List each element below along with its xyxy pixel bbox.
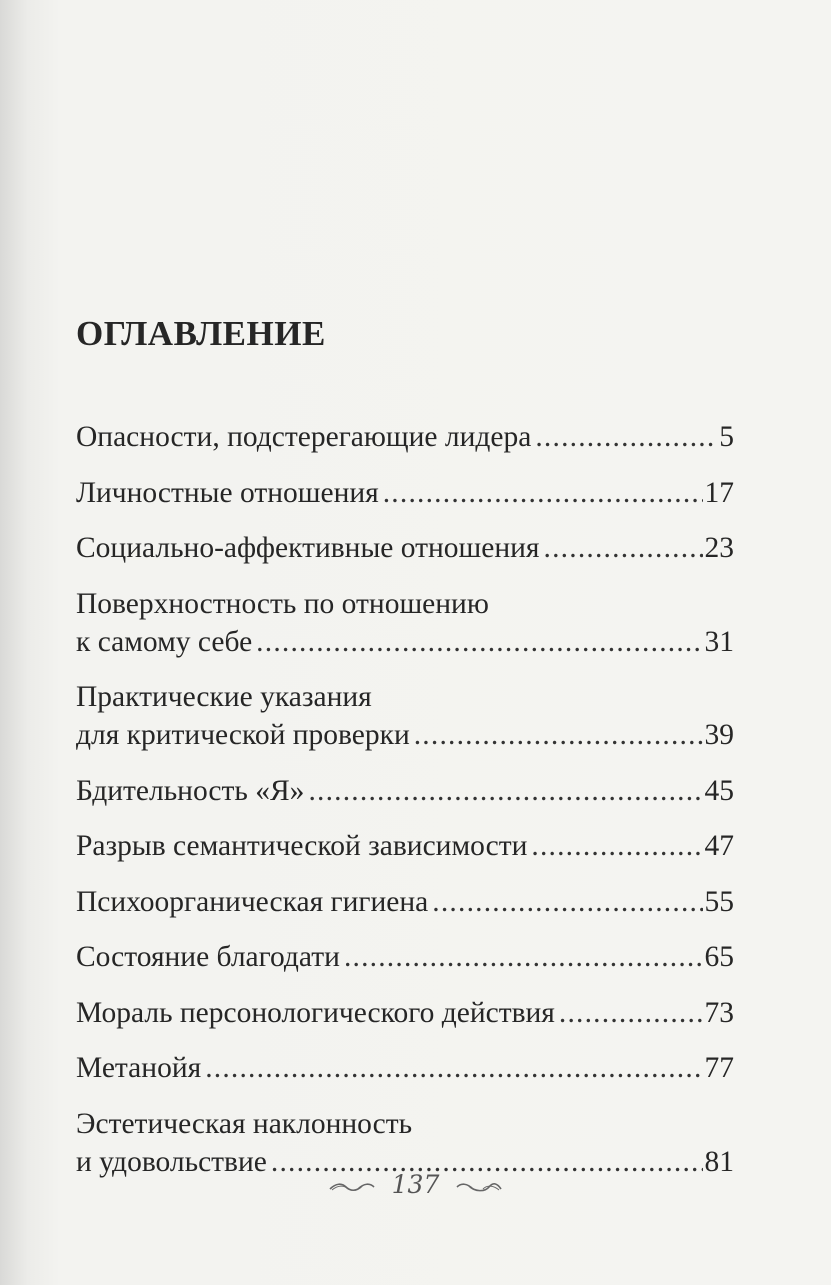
toc-page-number: 81 (704, 1145, 734, 1178)
toc-entry-title: Мораль персонологического действия (76, 996, 555, 1029)
ornament-right-icon (455, 1180, 503, 1194)
page-folio (0, 1170, 831, 1199)
toc-entry-title: Опасности, подстерегающие лидера (76, 421, 532, 453)
toc-entry-title: Бдительность «Я» (76, 774, 305, 807)
dot-leader (308, 772, 702, 810)
dot-leader (383, 474, 703, 512)
toc-page-number: 65 (704, 941, 734, 973)
toc-entry (76, 994, 734, 1032)
toc-entry (76, 474, 734, 512)
toc-page-number: 55 (704, 885, 734, 918)
toc-entry-title: Личностные отношения (76, 476, 379, 509)
toc-entry (76, 418, 734, 456)
toc-entry-title: Разрыв семантической зависимости (76, 830, 528, 862)
dot-leader (559, 994, 703, 1032)
dot-leader (432, 883, 702, 921)
toc-entry-title-line1: Поверхностность по отношению (76, 587, 489, 620)
toc-page-number: 31 (704, 625, 734, 658)
toc-entry-title-line1: Эстетическая наклонность (76, 1107, 413, 1140)
table-of-contents (76, 418, 734, 1198)
toc-entry-title: и удовольствие (76, 1145, 267, 1178)
toc-page-number: 17 (704, 476, 734, 509)
page-number: 137 (391, 1170, 440, 1199)
ornament-left-icon (328, 1180, 376, 1194)
dot-leader (531, 827, 702, 865)
toc-entry-title: Метанойя (76, 1052, 202, 1084)
toc-entry (76, 883, 734, 921)
toc-entry-title: для критической проверки (76, 719, 410, 751)
dot-leader (535, 418, 717, 456)
toc-entry (76, 1049, 734, 1087)
dot-leader (344, 938, 703, 976)
toc-page-number: 5 (719, 421, 734, 453)
toc-entry (76, 529, 734, 567)
toc-entry (76, 938, 734, 976)
toc-entry-title: Состояние благодати (76, 941, 340, 973)
toc-entry (76, 827, 734, 865)
dot-leader (414, 716, 703, 754)
toc-entry-title-line1: Практические указания (76, 681, 372, 713)
toc-heading: ОГЛАВЛЕНИЕ (76, 314, 326, 353)
toc-entry-title: Социально-аффективные отношения (76, 532, 540, 564)
toc-page-number: 23 (704, 532, 734, 564)
toc-entry-title: Психоорганическая гигиена (76, 885, 429, 918)
toc-page-number: 39 (704, 719, 734, 751)
toc-page-number: 45 (704, 774, 734, 807)
toc-entry (76, 678, 734, 754)
dot-leader (256, 623, 702, 661)
toc-entry (76, 585, 734, 661)
toc-page-number: 77 (704, 1052, 734, 1084)
toc-entry (76, 772, 734, 810)
dot-leader (544, 529, 703, 567)
dot-leader (205, 1049, 702, 1087)
toc-page-number: 47 (704, 830, 734, 862)
toc-entry-title: к самому себе (76, 625, 253, 658)
toc-page-number: 73 (704, 996, 734, 1029)
